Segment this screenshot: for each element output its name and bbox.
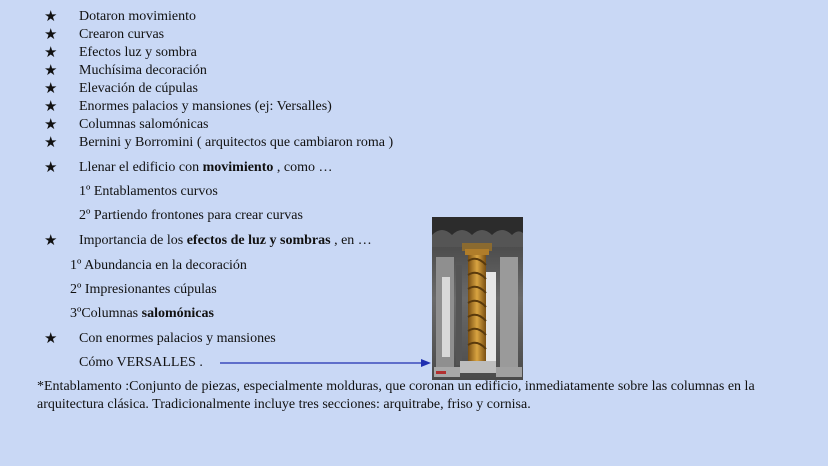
text-prefix: 3ºColumnas (70, 306, 142, 321)
text-prefix: Importancia de los (79, 233, 187, 248)
sub-item (70, 306, 214, 322)
star-icon: ★ (44, 63, 58, 79)
bullet-text: Dotaron movimiento (79, 9, 197, 24)
footnote: *Entablamento :Conjunto de piezas, especialmente molduras, que coronan un edificio, inmediatamente sobre las columnas en la arquitectura clásica. Tradicionalmente incluye tres secciones: arquitrabe, friso y cornisa. (37, 379, 755, 412)
bullet-text (79, 233, 372, 249)
bullet-text: Bernini y Borromini ( arquitectos que cambiaron roma ) (79, 135, 394, 150)
star-icon: ★ (44, 331, 58, 347)
star-icon: ★ (44, 99, 58, 115)
text-prefix: Llenar el edificio con (79, 160, 203, 175)
bullet-text: Crearon curvas (79, 27, 165, 42)
bullet-text: Muchísima decoración (79, 63, 207, 78)
star-icon: ★ (44, 233, 58, 249)
sub-item: Cómo VERSALLES . (79, 355, 203, 370)
bullet-text: Efectos luz y sombra (79, 45, 197, 60)
text-suffix: , como … (273, 160, 333, 175)
bullet-text: Elevación de cúpulas (79, 81, 198, 96)
text-bold: efectos de luz y sombras (186, 233, 331, 248)
text-bold: movimiento (202, 160, 274, 175)
star-icon: ★ (44, 27, 58, 43)
star-icon: ★ (44, 117, 58, 133)
text-suffix: , en … (330, 233, 372, 248)
text-bold: salomónicas (141, 306, 214, 321)
star-icon: ★ (44, 45, 58, 61)
baldachin-photo (432, 217, 523, 380)
star-icon: ★ (44, 160, 58, 176)
arrow-icon (220, 356, 432, 370)
sub-item: 1º Abundancia en la decoración (70, 258, 247, 273)
star-icon: ★ (44, 81, 58, 97)
bullet-text: Enormes palacios y mansiones (ej: Versalles) (79, 99, 332, 114)
sub-item: 1º Entablamentos curvos (79, 184, 218, 199)
bullet-text: Columnas salomónicas (79, 117, 209, 132)
sub-item: 2º Partiendo frontones para crear curvas (79, 208, 303, 223)
bullet-text (79, 160, 332, 176)
sub-item: 2º Impresionantes cúpulas (70, 282, 217, 297)
star-icon: ★ (44, 9, 58, 25)
star-icon: ★ (44, 135, 58, 151)
bullet-text: Con enormes palacios y mansiones (79, 331, 276, 346)
